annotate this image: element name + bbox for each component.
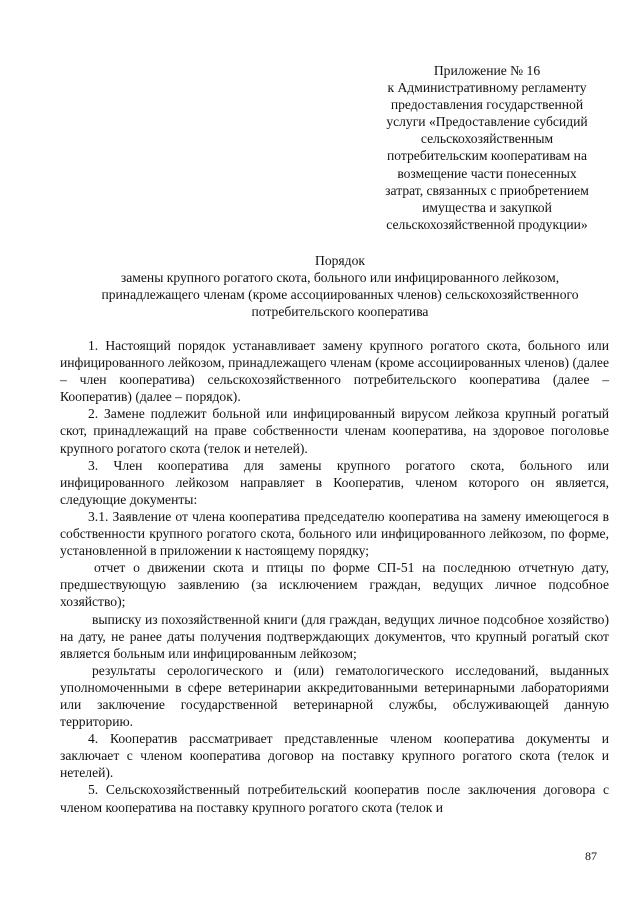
paragraph: 4. Кооператив рассматривает представленные членом кооператива документы и заключает с членом кооператива договор на поставку крупного рогатого скота (телок и нетелей). (60, 731, 609, 781)
appendix-line: Приложение № 16 (433, 63, 541, 78)
title-line: потребительского кооператива (251, 304, 429, 320)
appendix-line: предоставления государственной (390, 97, 584, 113)
page-number: 87 (585, 849, 597, 863)
document-body (60, 337, 609, 816)
paragraph: 2. Замене подлежит больной или инфицированный вирусом лейкоза крупный рогатый скот, принадлежащий на праве собственности членам кооператива, на здоровое поголовье крупного рогатого скота (телок и нетелей). (60, 406, 609, 456)
paragraph: 5. Сельскохозяйственный потребительский кооператив после заключения договора с членом кооператива на поставку крупного рогатого скота (телок и (60, 782, 609, 815)
paragraph: отчет о движении скота и птицы по форме СП-51 на последнюю отчетную дату, предшествующую заявлению (за исключением граждан, ведущих личное подсобное хозяйство); (60, 560, 609, 610)
appendix-line: имущества и закупкой (422, 199, 552, 215)
paragraph: результаты серологического и (или) гематологического исследований, выданных уполномоченными в сфере ветеринарии аккредитованными ветеринарными лабораториями или заключение государственной ветеринарной службы, обслуживающей данную территорию. (60, 662, 609, 730)
title-line: принадлежащего членам (кроме ассоциированных членов) сельскохозяйственного (101, 287, 579, 303)
paragraph: 1. Настоящий порядок устанавливает замену крупного рогатого скота, больного или инфицированного лейкозом, принадлежащего членам (кроме ассоциированных членов) (далее – член кооператива) сельскохозяйственного потребительского кооператива (далее – Кооператив) (далее – порядок). (60, 338, 609, 405)
appendix-line: к Административному регламенту (387, 80, 587, 96)
appendix-line: сельскохозяйственной продукции» (386, 216, 588, 232)
appendix-line: услуги «Предоставление субсидий (386, 114, 588, 130)
appendix-line: затрат, связанных с приобретением (385, 182, 589, 198)
appendix-line: потребительским кооперативам на (387, 148, 587, 164)
title-line: замены крупного рогатого скота, больного или инфицированного лейкозом, (120, 270, 560, 286)
paragraph: выписку из похозяйственной книги (для граждан, ведущих личное подсобное хозяйство) на дату, не ранее даты получения подтверждающих документов, что крупный рогатый скот является больным или инфицированным лейкозом; (60, 611, 609, 661)
appendix-header (368, 62, 606, 233)
paragraph: 3.1. Заявление от члена кооператива председателю кооператива на замену имеющегося в собственности крупного рогатого скота, больного или инфицированного лейкозом, по форме, установленной в приложении к настоящему порядку; (60, 508, 609, 559)
appendix-line: сельскохозяйственным (420, 131, 554, 147)
appendix-line: возмещение части понесенных (397, 165, 577, 181)
document-title (60, 252, 620, 320)
paragraph: 3. Член кооператива для замены крупного рогатого скота, больного или инфицированного лейкозом направляет в Кооператив, членом которого он является, следующие документы: (60, 457, 609, 507)
title-line: Порядок (315, 253, 365, 268)
